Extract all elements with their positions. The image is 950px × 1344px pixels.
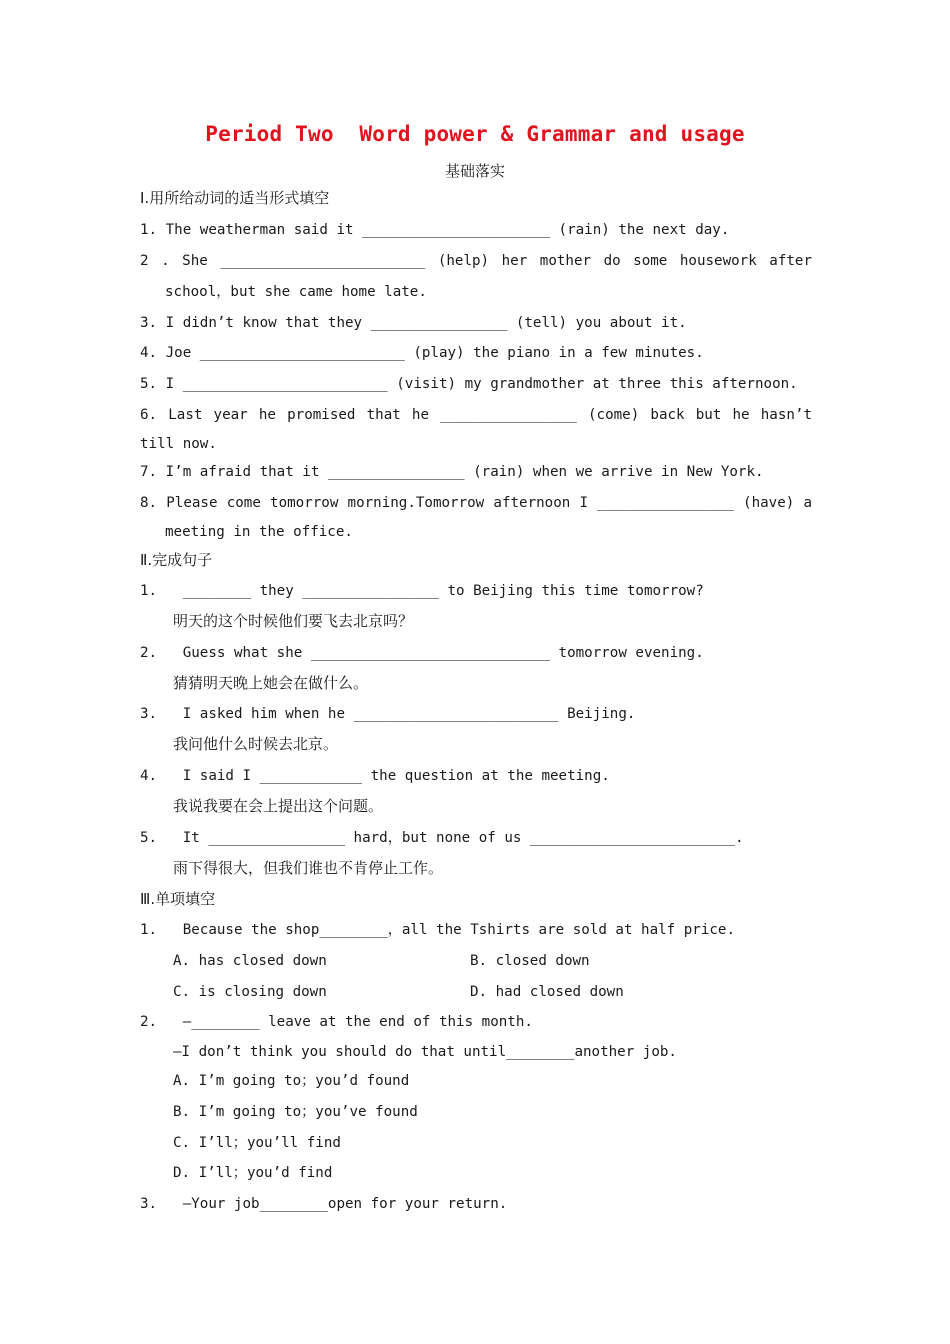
s2-item-5: 5. It ________________ hard，but none of us ________________________.	[140, 830, 744, 846]
q2-option-d: D. I’ll；you’d find	[173, 1165, 333, 1181]
s2-item-5-cn: 雨下得很大，但我们谁也不肯停止工作。	[173, 859, 444, 877]
q1-stem: 1. Because the shop________，all the Tshirts are sold at half price.	[140, 922, 736, 938]
s1-item-6: 6. Last year he promised that he ________________ (come) back but he hasn’t	[140, 407, 812, 423]
s1-item-8-cont: meeting in the office.	[165, 524, 353, 540]
q1-option-a: A. has closed down	[173, 953, 327, 969]
q2-stem-2: —I don’t think you should do that until________another job.	[173, 1044, 677, 1060]
s1-item-2-cont: school，but she came home late.	[165, 284, 427, 300]
s2-item-3-cn: 我问他什么时候去北京。	[173, 735, 339, 753]
q1-option-b: B. closed down	[470, 953, 590, 969]
s2-item-2-cn: 猜猜明天晚上她会在做什么。	[173, 674, 369, 692]
s1-item-7: 7. I’m afraid that it ________________ (rain) when we arrive in New York.	[140, 464, 764, 480]
s1-item-2: 2 . She ________________________ (help) her mother do some housework after	[140, 253, 812, 269]
section-1-heading: Ⅰ.用所给动词的适当形式填空	[140, 189, 330, 207]
page-title: Period Two Word power & Grammar and usage	[205, 122, 745, 146]
q2-option-b: B. I’m going to；you’ve found	[173, 1104, 418, 1120]
q1-option-d: D. had closed down	[470, 984, 624, 1000]
q1-option-c: C. is closing down	[173, 984, 327, 1000]
s2-item-3: 3. I asked him when he ________________________ Beijing.	[140, 706, 636, 722]
s2-item-4-cn: 我说我要在会上提出这个问题。	[173, 797, 384, 815]
s1-item-6-cont: till now.	[140, 436, 217, 452]
s2-item-1: 1. ________ they ________________ to Beijing this time tomorrow?	[140, 583, 704, 599]
s1-item-5: 5. I ________________________ (visit) my grandmother at three this afternoon.	[140, 376, 798, 392]
page-subtitle: 基础落实	[444, 162, 505, 180]
q2-stem: 2. —________ leave at the end of this month.	[140, 1014, 533, 1030]
s1-item-4: 4. Joe ________________________ (play) the piano in a few minutes.	[140, 345, 704, 361]
s1-item-1: 1. The weatherman said it ______________________ (rain) the next day.	[140, 222, 730, 238]
section-2-heading: Ⅱ.完成句子	[140, 551, 213, 569]
s2-item-1-cn: 明天的这个时候他们要飞去北京吗？	[173, 612, 414, 630]
q3-stem: 3. —Your job________open for your return.	[140, 1196, 508, 1212]
s1-item-3: 3. I didn’t know that they ________________ (tell) you about it.	[140, 315, 687, 331]
q2-option-c: C. I’ll；you’ll find	[173, 1135, 341, 1151]
section-3-heading: Ⅲ.单项填空	[140, 890, 216, 908]
s2-item-4: 4. I said I ____________ the question at the meeting.	[140, 768, 610, 784]
s2-item-2: 2. Guess what she ____________________________ tomorrow evening.	[140, 645, 704, 661]
s1-item-8: 8. Please come tomorrow morning.Tomorrow afternoon I ________________ (have) a	[140, 495, 812, 511]
q2-option-a: A. I’m going to；you’d found	[173, 1073, 410, 1089]
